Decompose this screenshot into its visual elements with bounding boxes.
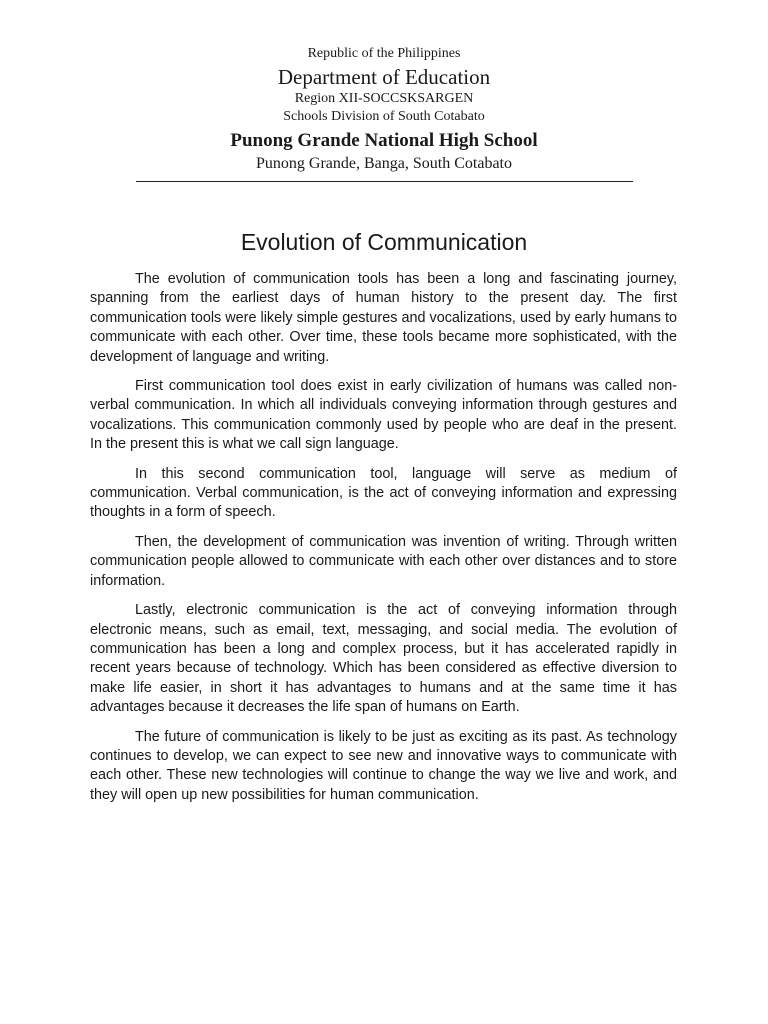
letterhead [0, 44, 768, 182]
letterhead-address: Punong Grande, Banga, South Cotabato [256, 155, 512, 172]
body-paragraph: In this second communication tool, language will serve as medium of communication. Verbal communication, is the act of conveying information and expressing thoughts in a form of speech. [90, 465, 677, 521]
document-title: Evolution of Communication [240, 229, 528, 255]
letterhead-division: Schools Division of South Cotabato [283, 109, 485, 124]
letterhead-divider [136, 181, 633, 182]
body-paragraph: First communication tool does exist in early civilization of humans was called non-verbal communication. In which all individuals conveying information through gestures and vocalizations. This communication commonly used by people who are deaf in the present. In the present this is what we call sign language. [90, 378, 677, 453]
body-paragraph: Lastly, electronic communication is the act of conveying information through electronic means, such as email, text, messaging, and social media. The evolution of communication has been a long and complex process, but it has accelerated rapidly in recent years because of technology. Which has been considered as effective diversion to make life easier, in short it has advantages to humans and at the same time it has advantages because it decreases the life span of humans on Earth. [90, 602, 677, 716]
body-paragraph: The evolution of communication tools has been a long and fascinating journey, spanning from the earliest days of human history to the present day. The first communication tools were likely simple gestures and vocalizations, used by early humans to communicate with each other. Over time, these tools became more sophisticated, with the development of language and writing. [90, 271, 677, 365]
letterhead-republic: Republic of the Philippines [307, 46, 461, 61]
letterhead-region: Region XII-SOCCSKSARGEN [294, 91, 474, 106]
letterhead-school: Punong Grande National High School [230, 130, 538, 151]
body-paragraph: The future of communication is likely to be just as exciting as its past. As technology continues to develop, we can expect to see new and innovative ways to communicate with each other. These new technologies will continue to change the way we live and work, and they will open up new possibilities for human communication. [90, 728, 677, 803]
body-paragraph: Then, the development of communication was invention of writing. Through written communication people allowed to communicate with each other over distances and to store information. [90, 533, 677, 589]
document-body [90, 270, 677, 815]
letterhead-department: Department of Education [277, 65, 491, 89]
